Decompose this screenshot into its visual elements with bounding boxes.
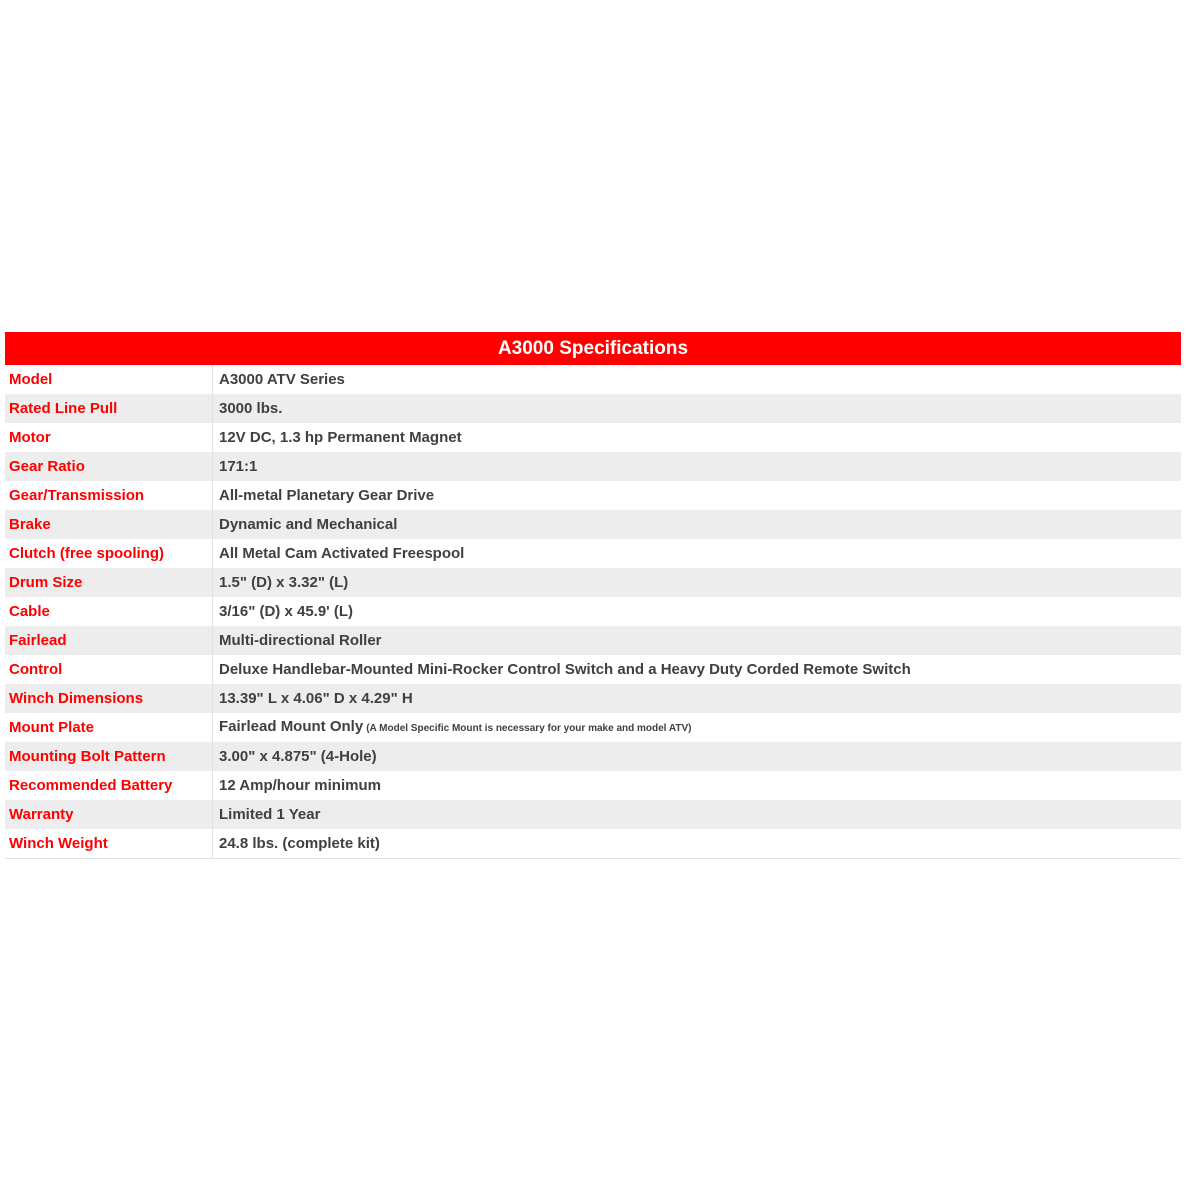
spec-value-text: All-metal Planetary Gear Drive <box>219 487 435 504</box>
spec-row-drum-size <box>5 568 1181 597</box>
table-title: A3000 Specifications <box>5 332 1181 365</box>
spec-value-text: Fairlead Mount Only <box>219 718 364 735</box>
spec-label: Drum Size <box>5 568 213 597</box>
spec-row-winch-weight <box>5 829 1181 858</box>
spec-value <box>213 800 1181 829</box>
spec-value-text: 12V DC, 1.3 hp Permanent Magnet <box>219 429 462 446</box>
spec-row-gear-transmission <box>5 481 1181 510</box>
spec-row-rated-line-pull <box>5 394 1181 423</box>
spec-value-text: 12 Amp/hour minimum <box>219 777 381 794</box>
spec-value <box>213 684 1181 713</box>
spec-value <box>213 568 1181 597</box>
spec-label: Model <box>5 365 213 394</box>
spec-label: Winch Weight <box>5 829 213 858</box>
spec-value <box>213 742 1181 771</box>
spec-value <box>213 481 1181 510</box>
spec-label: Fairlead <box>5 626 213 655</box>
spec-value-text: 3/16" (D) x 45.9' (L) <box>219 603 354 620</box>
spec-value-text: 13.39" L x 4.06" D x 4.29" H <box>219 690 413 707</box>
spec-label: Mount Plate <box>5 713 213 742</box>
spec-row-clutch <box>5 539 1181 568</box>
spec-label: Gear Ratio <box>5 452 213 481</box>
spec-row-mounting-bolt-pattern <box>5 742 1181 771</box>
spec-value <box>213 365 1181 394</box>
spec-label: Recommended Battery <box>5 771 213 800</box>
spec-value-text: 171:1 <box>219 458 258 475</box>
specifications-table <box>5 332 1181 859</box>
spec-value-text: Limited 1 Year <box>219 806 321 823</box>
spec-value <box>213 829 1181 858</box>
spec-value <box>213 394 1181 423</box>
spec-value <box>213 452 1181 481</box>
spec-value-text: 24.8 lbs. (complete kit) <box>219 835 380 852</box>
spec-value-text: 1.5" (D) x 3.32" (L) <box>219 574 349 591</box>
spec-label: Gear/Transmission <box>5 481 213 510</box>
spec-label: Warranty <box>5 800 213 829</box>
spec-row-motor <box>5 423 1181 452</box>
spec-label: Control <box>5 655 213 684</box>
spec-label: Winch Dimensions <box>5 684 213 713</box>
spec-value <box>213 510 1181 539</box>
spec-value <box>213 539 1181 568</box>
spec-row-fairlead <box>5 626 1181 655</box>
spec-label: Cable <box>5 597 213 626</box>
spec-row-cable <box>5 597 1181 626</box>
spec-value-text: A3000 ATV Series <box>219 371 345 388</box>
spec-value-text: Dynamic and Mechanical <box>219 516 398 533</box>
spec-value-text: 3.00" x 4.875" (4-Hole) <box>219 748 377 765</box>
spec-row-winch-dimensions <box>5 684 1181 713</box>
spec-value <box>213 626 1181 655</box>
spec-label: Rated Line Pull <box>5 394 213 423</box>
spec-label: Mounting Bolt Pattern <box>5 742 213 771</box>
spec-row-model <box>5 365 1181 394</box>
spec-label: Motor <box>5 423 213 452</box>
spec-row-control <box>5 655 1181 684</box>
spec-row-brake <box>5 510 1181 539</box>
spec-value-note: (A Model Specific Mount is necessary for your make and model ATV) <box>366 723 692 734</box>
spec-value <box>213 423 1181 452</box>
spec-value-text: 3000 lbs. <box>219 400 283 417</box>
spec-value <box>213 712 1181 743</box>
spec-value <box>213 655 1181 684</box>
spec-row-warranty <box>5 800 1181 829</box>
table-body <box>5 365 1181 858</box>
spec-value-text: Multi-directional Roller <box>219 632 382 649</box>
spec-row-mount-plate <box>5 713 1181 742</box>
spec-row-gear-ratio <box>5 452 1181 481</box>
spec-value-text: Deluxe Handlebar-Mounted Mini-Rocker Control Switch and a Heavy Duty Corded Remote Switch <box>219 661 911 678</box>
spec-label: Clutch (free spooling) <box>5 539 213 568</box>
spec-label: Brake <box>5 510 213 539</box>
spec-value-text: All Metal Cam Activated Freespool <box>219 545 465 562</box>
spec-value <box>213 597 1181 626</box>
spec-row-recommended-battery <box>5 771 1181 800</box>
spec-value <box>213 771 1181 800</box>
